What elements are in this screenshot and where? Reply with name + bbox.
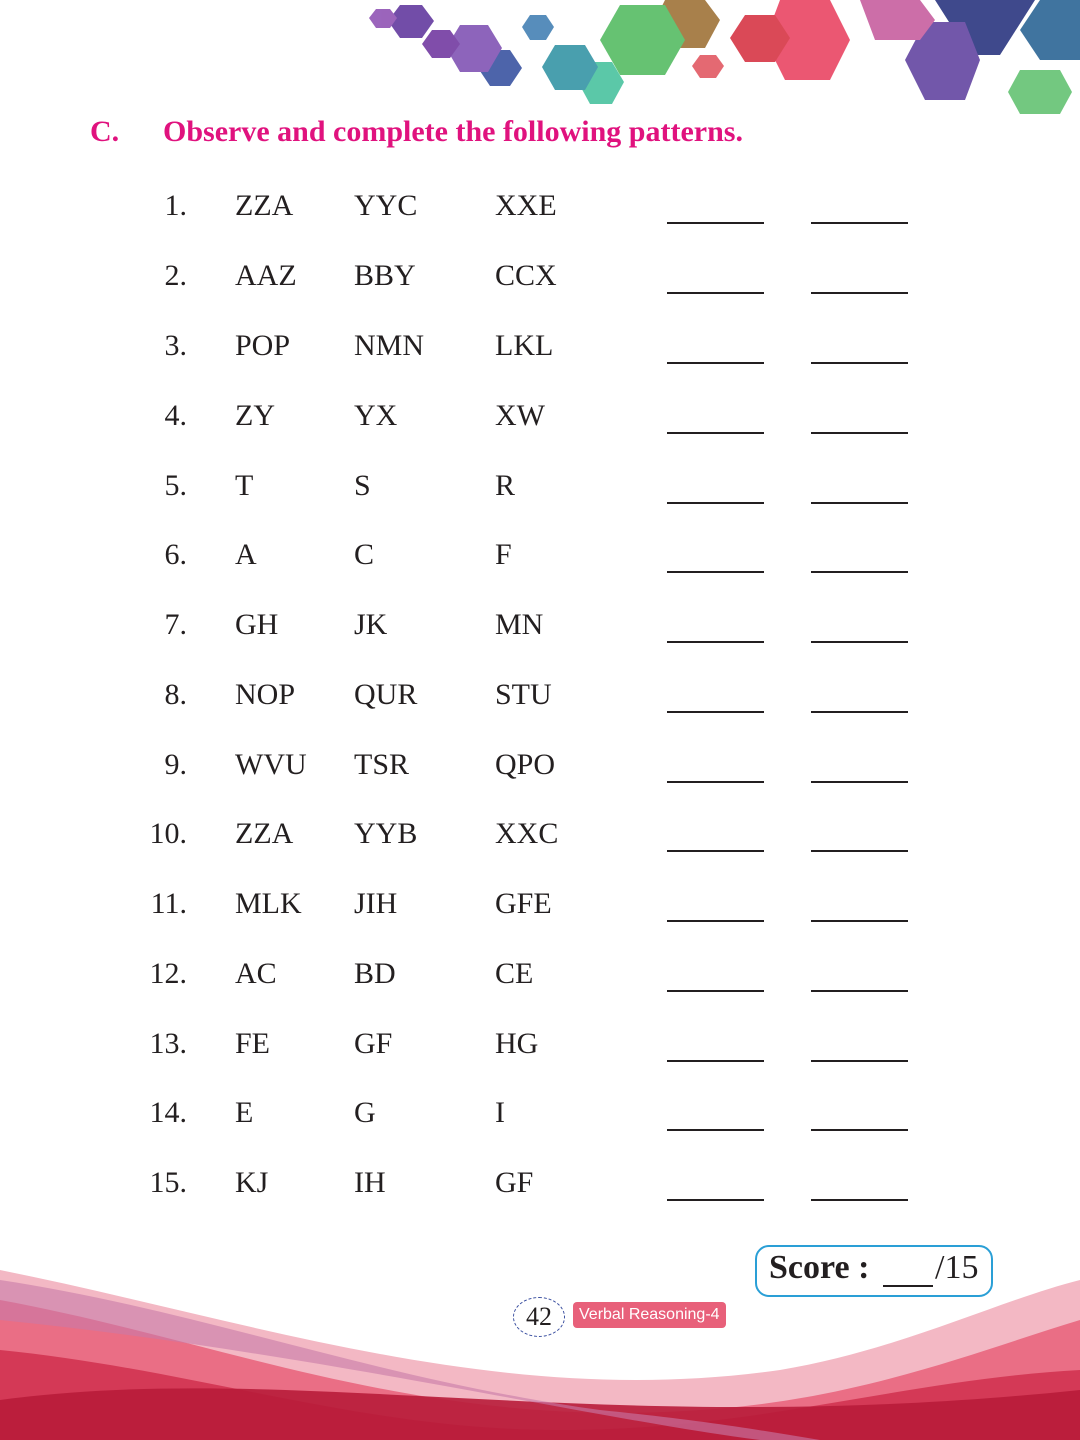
term-3: F: [495, 538, 512, 571]
term-3: XXC: [495, 817, 559, 850]
row-number: 5.: [164, 469, 187, 502]
answer-blank-2[interactable]: [811, 990, 908, 992]
answer-blank-1[interactable]: [667, 292, 764, 294]
term-2: YYC: [354, 189, 418, 222]
answer-blank-1[interactable]: [667, 1129, 764, 1131]
answer-blank-1[interactable]: [667, 571, 764, 573]
term-1: NOP: [235, 678, 296, 711]
answer-blank-2[interactable]: [811, 222, 908, 224]
row-number: 3.: [164, 329, 187, 362]
pattern-row: [0, 469, 1080, 519]
row-number: 6.: [164, 538, 187, 571]
term-3: XW: [495, 399, 545, 432]
book-title-tag: Verbal Reasoning-4: [573, 1302, 726, 1328]
answer-blank-2[interactable]: [811, 502, 908, 504]
term-3: I: [495, 1096, 505, 1129]
term-2: S: [354, 469, 371, 502]
term-2: IH: [354, 1166, 386, 1199]
score-blank[interactable]: [883, 1285, 933, 1287]
term-1: GH: [235, 608, 279, 641]
answer-blank-1[interactable]: [667, 432, 764, 434]
pattern-row: [0, 957, 1080, 1007]
term-2: C: [354, 538, 375, 571]
term-1: ZY: [235, 399, 275, 432]
answer-blank-1[interactable]: [667, 1060, 764, 1062]
answer-blank-2[interactable]: [811, 711, 908, 713]
term-2: GF: [354, 1027, 393, 1060]
pattern-row: [0, 1027, 1080, 1077]
answer-blank-1[interactable]: [667, 920, 764, 922]
answer-blank-2[interactable]: [811, 362, 908, 364]
term-2: QUR: [354, 678, 418, 711]
term-1: ZZA: [235, 189, 294, 222]
pattern-row: [0, 887, 1080, 937]
answer-blank-1[interactable]: [667, 850, 764, 852]
term-3: GF: [495, 1166, 534, 1199]
answer-blank-2[interactable]: [811, 920, 908, 922]
pattern-row: [0, 259, 1080, 309]
term-2: TSR: [354, 748, 410, 781]
term-3: MN: [495, 608, 544, 641]
row-number: 2.: [164, 259, 187, 292]
answer-blank-2[interactable]: [811, 1129, 908, 1131]
term-1: POP: [235, 329, 291, 362]
term-2: JK: [354, 608, 388, 641]
answer-blank-2[interactable]: [811, 850, 908, 852]
pattern-row: [0, 817, 1080, 867]
answer-blank-2[interactable]: [811, 292, 908, 294]
row-number: 14.: [149, 1096, 187, 1129]
pattern-row: [0, 399, 1080, 449]
term-1: E: [235, 1096, 254, 1129]
answer-blank-1[interactable]: [667, 990, 764, 992]
answer-blank-2[interactable]: [811, 641, 908, 643]
answer-blank-1[interactable]: [667, 781, 764, 783]
score-label: Score :: [769, 1249, 870, 1286]
pattern-row: [0, 1166, 1080, 1216]
score-total: /15: [935, 1249, 979, 1286]
top-hexagon-decoration: [0, 0, 1080, 130]
term-3: LKL: [495, 329, 554, 362]
term-1: KJ: [235, 1166, 269, 1199]
answer-blank-1[interactable]: [667, 362, 764, 364]
pattern-row: [0, 189, 1080, 239]
term-3: CE: [495, 957, 534, 990]
answer-blank-2[interactable]: [811, 1199, 908, 1201]
answer-blank-2[interactable]: [811, 1060, 908, 1062]
term-3: STU: [495, 678, 552, 711]
term-2: NMN: [354, 329, 425, 362]
row-number: 9.: [164, 748, 187, 781]
pattern-row: [0, 608, 1080, 658]
row-number: 12.: [149, 957, 187, 990]
answer-blank-2[interactable]: [811, 781, 908, 783]
row-number: 8.: [164, 678, 187, 711]
row-number: 4.: [164, 399, 187, 432]
term-2: JIH: [354, 887, 398, 920]
row-number: 1.: [164, 189, 187, 222]
answer-blank-2[interactable]: [811, 571, 908, 573]
page-number: 42: [513, 1297, 565, 1337]
term-1: FE: [235, 1027, 271, 1060]
row-number: 11.: [150, 887, 187, 920]
term-3: XXE: [495, 189, 557, 222]
term-3: R: [495, 469, 516, 502]
term-3: HG: [495, 1027, 539, 1060]
term-2: G: [354, 1096, 376, 1129]
term-1: T: [235, 469, 254, 502]
answer-blank-1[interactable]: [667, 1199, 764, 1201]
term-1: ZZA: [235, 817, 294, 850]
pattern-row: [0, 678, 1080, 728]
term-3: CCX: [495, 259, 557, 292]
answer-blank-1[interactable]: [667, 641, 764, 643]
term-1: WVU: [235, 748, 307, 781]
section-letter: C.: [90, 115, 120, 148]
pattern-row: [0, 329, 1080, 379]
term-2: BD: [354, 957, 396, 990]
pattern-row: [0, 748, 1080, 798]
term-2: YX: [354, 399, 398, 432]
row-number: 13.: [149, 1027, 187, 1060]
term-1: MLK: [235, 887, 302, 920]
row-number: 15.: [149, 1166, 187, 1199]
answer-blank-1[interactable]: [667, 222, 764, 224]
term-1: AAZ: [235, 259, 297, 292]
term-2: YYB: [354, 817, 418, 850]
answer-blank-1[interactable]: [667, 502, 764, 504]
term-2: BBY: [354, 259, 416, 292]
term-1: AC: [235, 957, 277, 990]
answer-blank-2[interactable]: [811, 432, 908, 434]
term-3: GFE: [495, 887, 552, 920]
row-number: 7.: [164, 608, 187, 641]
pattern-row: [0, 1096, 1080, 1146]
term-1: A: [235, 538, 257, 571]
term-3: QPO: [495, 748, 556, 781]
pattern-row: [0, 538, 1080, 588]
row-number: 10.: [149, 817, 187, 850]
section-title: Observe and complete the following patterns.: [163, 115, 743, 148]
score-box: [755, 1245, 993, 1297]
answer-blank-1[interactable]: [667, 711, 764, 713]
